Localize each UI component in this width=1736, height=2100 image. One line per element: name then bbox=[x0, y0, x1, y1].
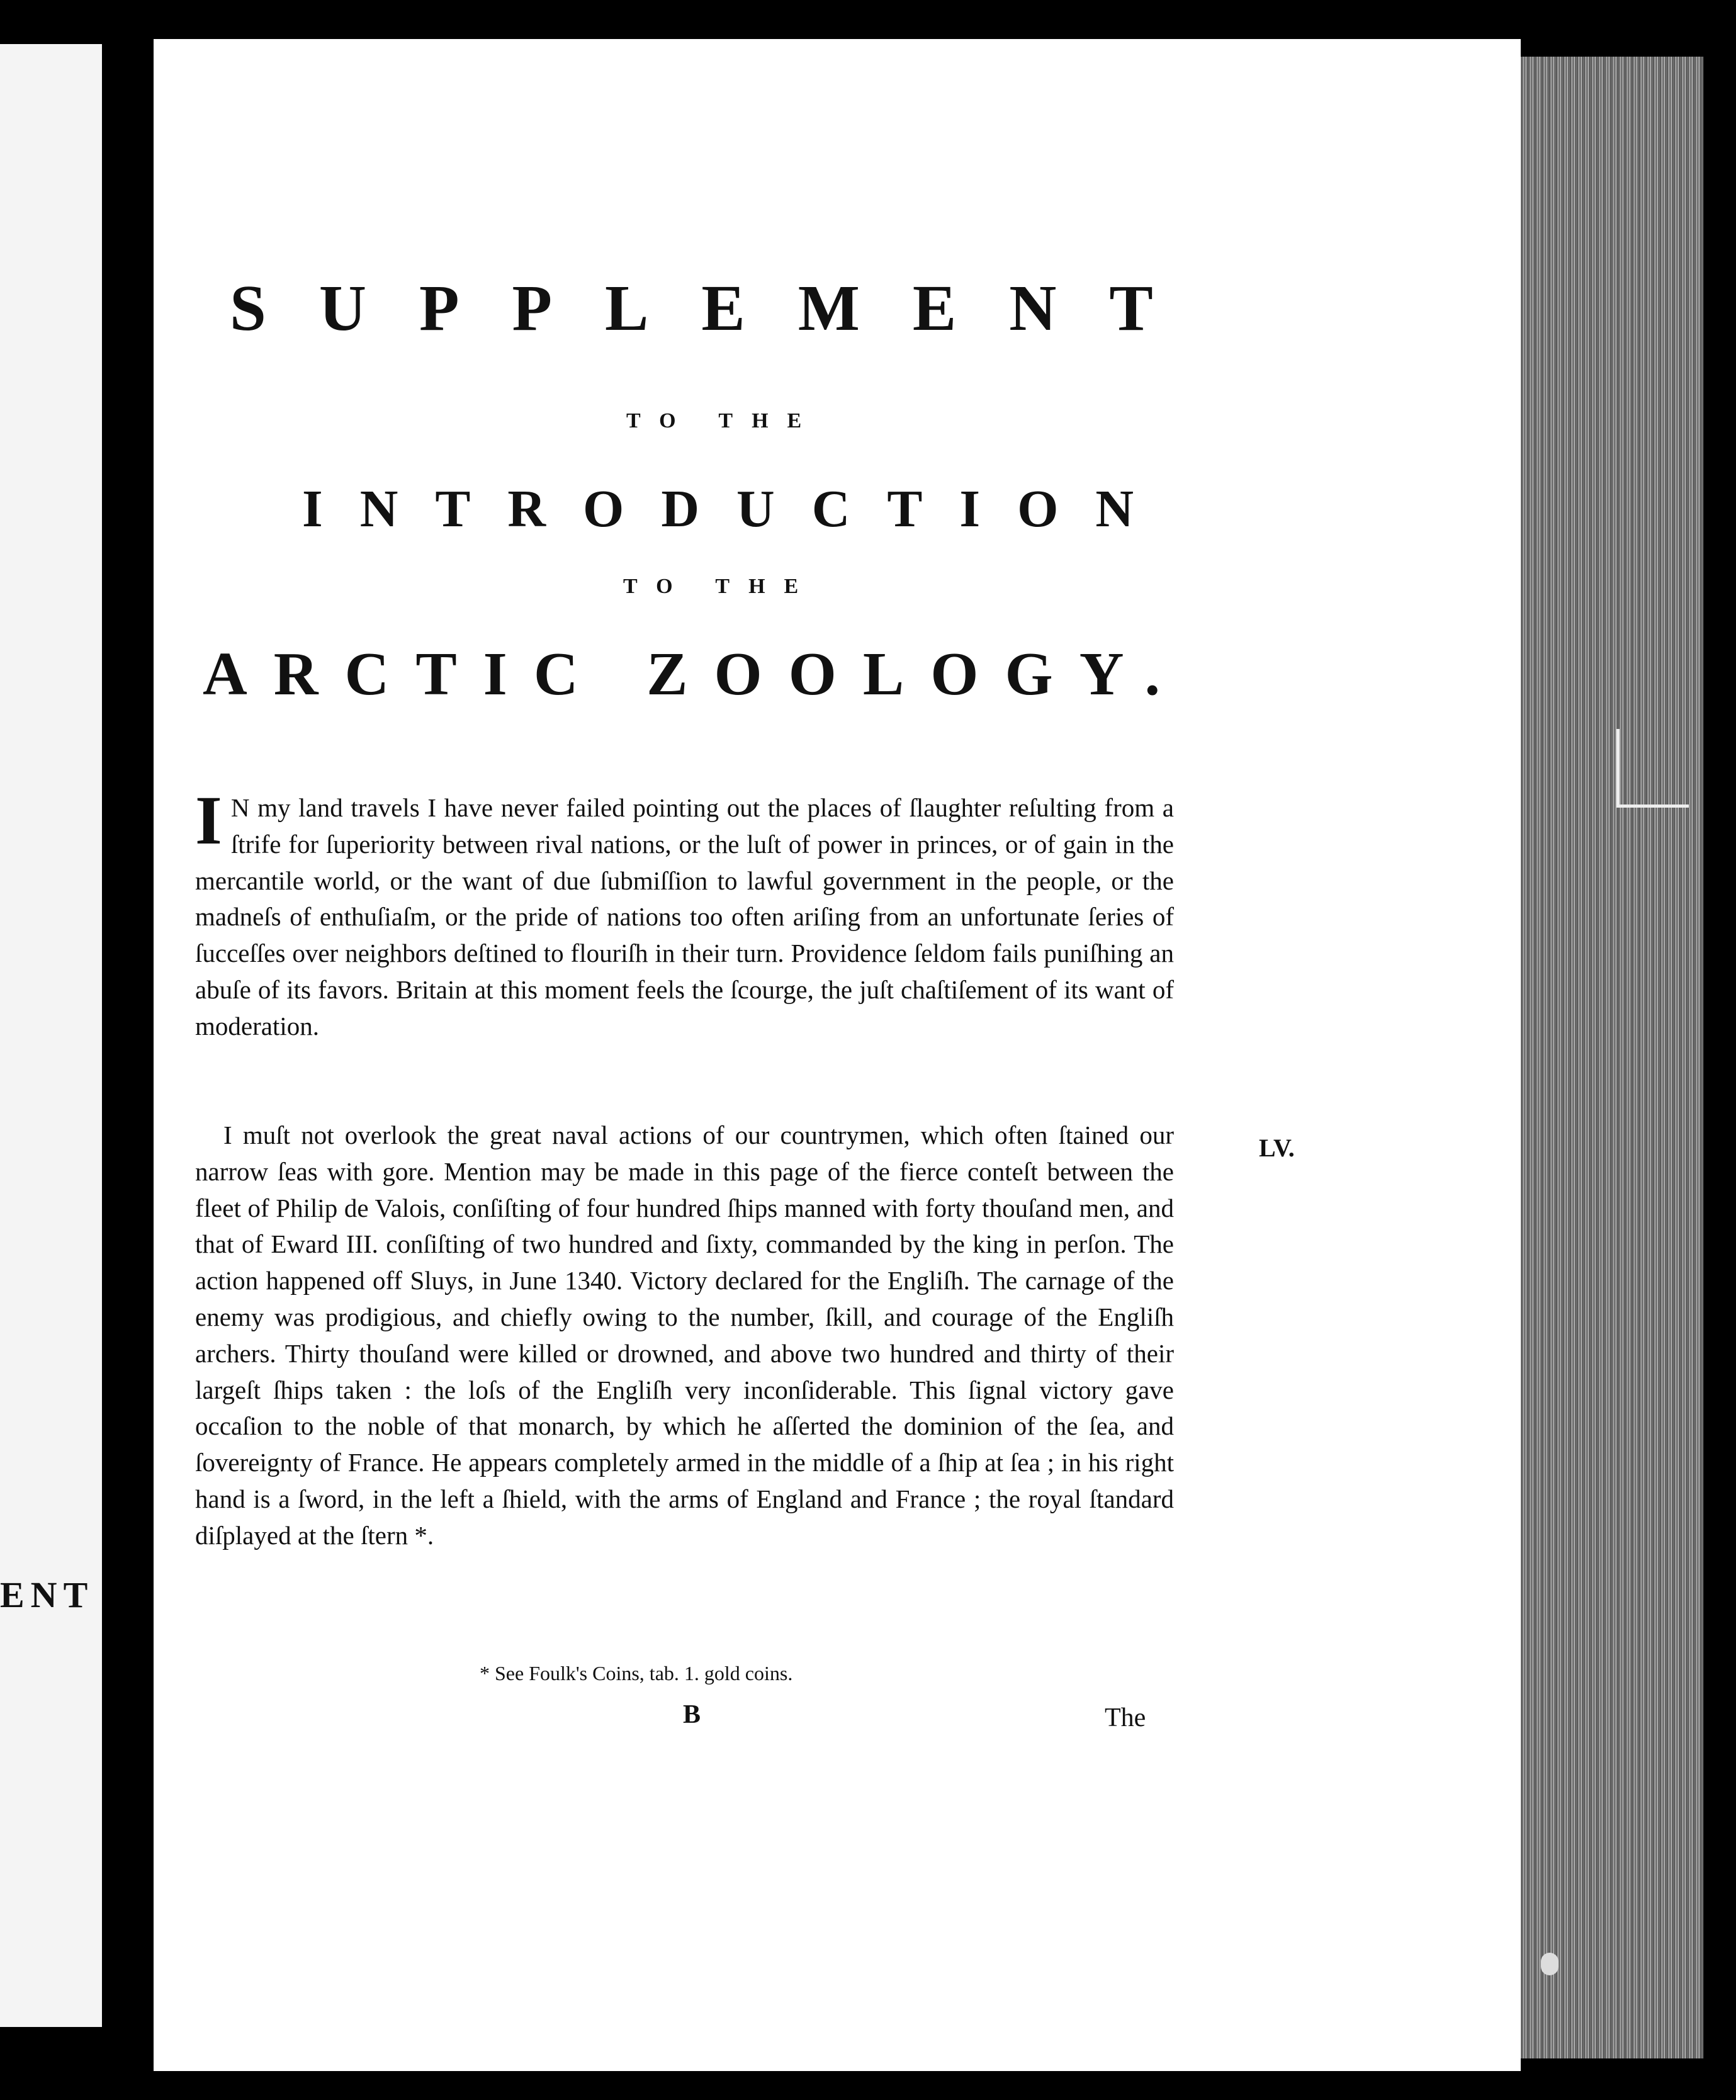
title-supplement: SUPPLEMENT bbox=[230, 272, 1206, 344]
margin-note: LV. bbox=[1259, 1134, 1295, 1162]
drop-cap: I bbox=[195, 782, 222, 859]
paragraph-2: I muſt not overlook the great naval actions of our countrymen, which often ſtained our narrow ſeas with gore. Mention may be made in this page of the fierce conteſt between the fleet of Philip de Valois, conſiſting of four hundred ſhips manned with forty thouſand men, and that of Eward III. conſiſting of two hundred and ſixty, commanded by the king in perſon. The action happened off Sluys, in June 1340. Victory declared for the Engliſh. The carnage of the enemy was prodigious, and chiefly owing to the number, ſkill, and courage of the Engliſh archers. Thirty thouſand were killed or drowned, and above two hundred and thirty of their largeſt ſhips taken : the loſs of the Engliſh very inconſiderable. This ſignal victory gave occaſion to the noble of that monarch, by which he aſſerted the dominion of the ſea, and ſovereignty of France. He appears completely armed in the middle of a ſhip at ſea ; in his right hand is a ſword, in the left a ſhield, with the arms of England and France ; the royal ſtandard diſplayed at the ſtern *. bbox=[195, 1121, 1174, 1550]
facing-page-fragment bbox=[0, 44, 102, 2027]
title-introduction: INTRODUCTION bbox=[302, 480, 1171, 538]
signature-mark: B bbox=[683, 1700, 701, 1729]
catchword: The bbox=[1105, 1703, 1146, 1732]
edge-spot bbox=[1541, 1953, 1558, 1975]
facing-page-edge-text: ENT bbox=[0, 1574, 94, 1615]
paragraph-1 bbox=[195, 782, 1174, 1045]
paragraph-1-text: N my land travels I have never failed pointing out the places of ſlaughter reſulting from a ſtrife for ſuperiority between rival nations, or the luſt of power in princes, or of gain in the mercantile world, or the want of due ſubmiſſion to lawful government in the people, or the madneſs of enthuſiaſm, or the pride of nations too often ariſing from an unfortunate ſeries of ſucceſſes over neighbors deſtined to flouriſh in their turn. Providence ſeldom fails puniſhing an abuſe of its favors. Britain at this moment feels the ſcourge, the juſt chaſtiſement of its want of moderation. bbox=[195, 793, 1174, 1041]
edge-mark bbox=[1616, 729, 1689, 808]
title-connector-1: TO THE bbox=[626, 409, 821, 432]
page-block-edge bbox=[1521, 57, 1703, 2058]
footnote: * See Foulk's Coins, tab. 1. gold coins. bbox=[480, 1662, 793, 1685]
book-gutter bbox=[102, 0, 154, 2100]
title-connector-2: TO THE bbox=[623, 575, 818, 598]
title-arctic-zoology: ARCTIC ZOOLOGY. bbox=[203, 640, 1187, 708]
